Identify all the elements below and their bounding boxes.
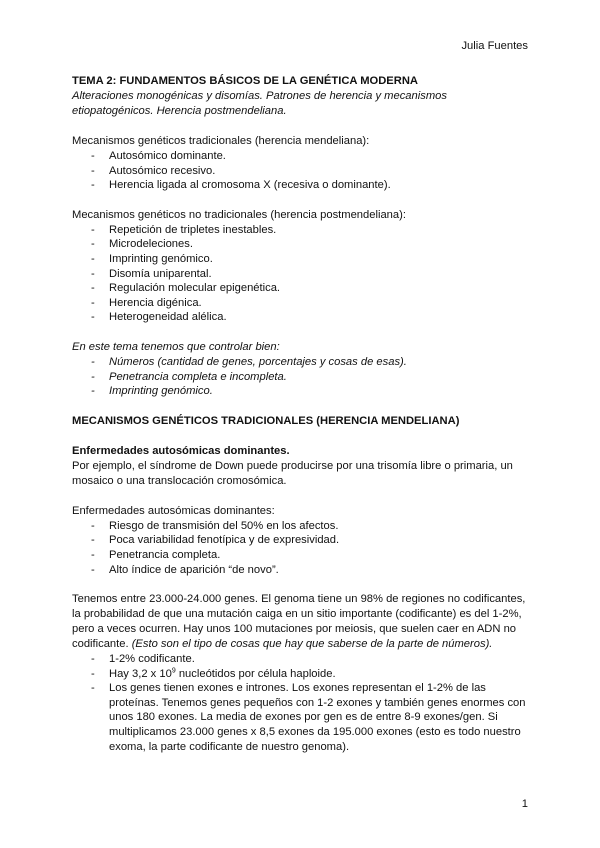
autosomal-list-heading: Enfermedades autosómicas dominantes: [72, 504, 275, 517]
list-item: - Penetrancia completa e incompleta. [72, 370, 532, 385]
document-body [72, 74, 532, 754]
autosomal-intro-line: Por ejemplo, el síndrome de Down puede producirse por una trisomía libre o primaria, un [72, 459, 513, 472]
list-item: - Disomía uniparental. [72, 267, 532, 282]
exons-line: multiplicamos 23.000 genes x 8,5 exones da 195.000 exones (esto es todo nuestro [109, 726, 521, 739]
exons-line: exoma, la parte codificante de nuestro genoma). [109, 740, 350, 753]
list-item: - Alto índice de aparición “de novo”. [72, 563, 532, 578]
section-title-mendelian: MECANISMOS GENÉTICOS TRADICIONALES (HERENCIA MENDELIANA) [72, 414, 460, 427]
list-item: - Imprinting genómico. [72, 384, 532, 399]
list-item: - Autosómico dominante. [72, 149, 532, 164]
genes-last-plain: codificante. [72, 638, 132, 651]
list-item: - Números (cantidad de genes, porcentajes y cosas de esas). [72, 355, 532, 370]
list-item: - Penetrancia completa. [72, 548, 532, 563]
list-item: - Imprinting genómico. [72, 252, 532, 267]
author-header: Julia Fuentes [461, 40, 528, 52]
exons-line: proteínas. Tenemos genes pequeños con 1-2 exones y también genes enormes con [109, 696, 526, 709]
haploid-pre: Hay 3,2 x 10 [109, 667, 172, 680]
list-item: - Heterogeneidad alélica. [72, 310, 532, 325]
list-item: - 1-2% codificante. [72, 652, 532, 667]
autosomal-list [72, 519, 532, 577]
genes-paragraph-line [72, 637, 532, 652]
nontraditional-heading: Mecanismos genéticos no tradicionales (herencia postmendeliana): [72, 208, 406, 221]
list-item: - Riesgo de transmisión del 50% en los afectos. [72, 519, 532, 534]
genes-paragraph-line: Tenemos entre 23.000-24.000 genes. El genoma tiene un 98% de regiones no codificantes, [72, 593, 526, 606]
haploid-exponent: 9 [171, 666, 176, 674]
autosomal-intro-line: mosaico o una translocación cromosómica. [72, 474, 287, 487]
subtitle-line: etiopatogénicos. Herencia postmendeliana. [72, 105, 287, 117]
autosomal-heading: Enfermedades autosómicas dominantes. [72, 444, 290, 457]
subtitle-line: Alteraciones monogénicas y disomías. Patrones de herencia y mecanismos [72, 90, 447, 102]
list-item: - Autosómico recesivo. [72, 164, 532, 179]
control-heading: En este tema tenemos que controlar bien: [72, 340, 280, 353]
list-item: - Repetición de tripletes inestables. [72, 223, 532, 238]
traditional-heading: Mecanismos genéticos tradicionales (herencia mendeliana): [72, 135, 370, 147]
list-item: - Herencia digénica. [72, 296, 532, 311]
exons-line: - Los genes tienen exones e intrones. Los exones representan el 1-2% de las [109, 682, 486, 695]
haploid-post: nucleótidos por célula haploide. [175, 667, 336, 680]
list-item: - Microdeleciones. [72, 237, 532, 252]
list-item: - Poca variabilidad fenotípica y de expresividad. [72, 533, 532, 548]
genes-paragraph-line: la probabilidad de que una mutación caiga en un sitio importante (codificante) es del 1-2%, [72, 608, 522, 621]
list-item [72, 667, 532, 682]
genes-list [72, 652, 532, 754]
nontraditional-list [72, 223, 532, 325]
genes-paragraph-line: pero a veces ocurren. Hay unos 100 mutaciones por meiosis, que suelen caer en ADN no [72, 623, 517, 636]
page-number: 1 [521, 798, 528, 810]
list-item: - Herencia ligada al cromosoma X (recesiva o dominante). [72, 178, 532, 193]
list-item: - Regulación molecular epigenética. [72, 281, 532, 296]
genes-last-italic: (Esto son el tipo de cosas que hay que saberse de la parte de números). [131, 638, 493, 651]
list-item [72, 681, 532, 754]
control-list [72, 355, 532, 399]
traditional-list [72, 149, 532, 193]
exons-line: unos 180 exones. La media de exones por gen es de entre 8-9 exones/gen. Si [109, 711, 498, 724]
document-title: TEMA 2: FUNDAMENTOS BÁSICOS DE LA GENÉTICA MODERNA [72, 75, 418, 87]
